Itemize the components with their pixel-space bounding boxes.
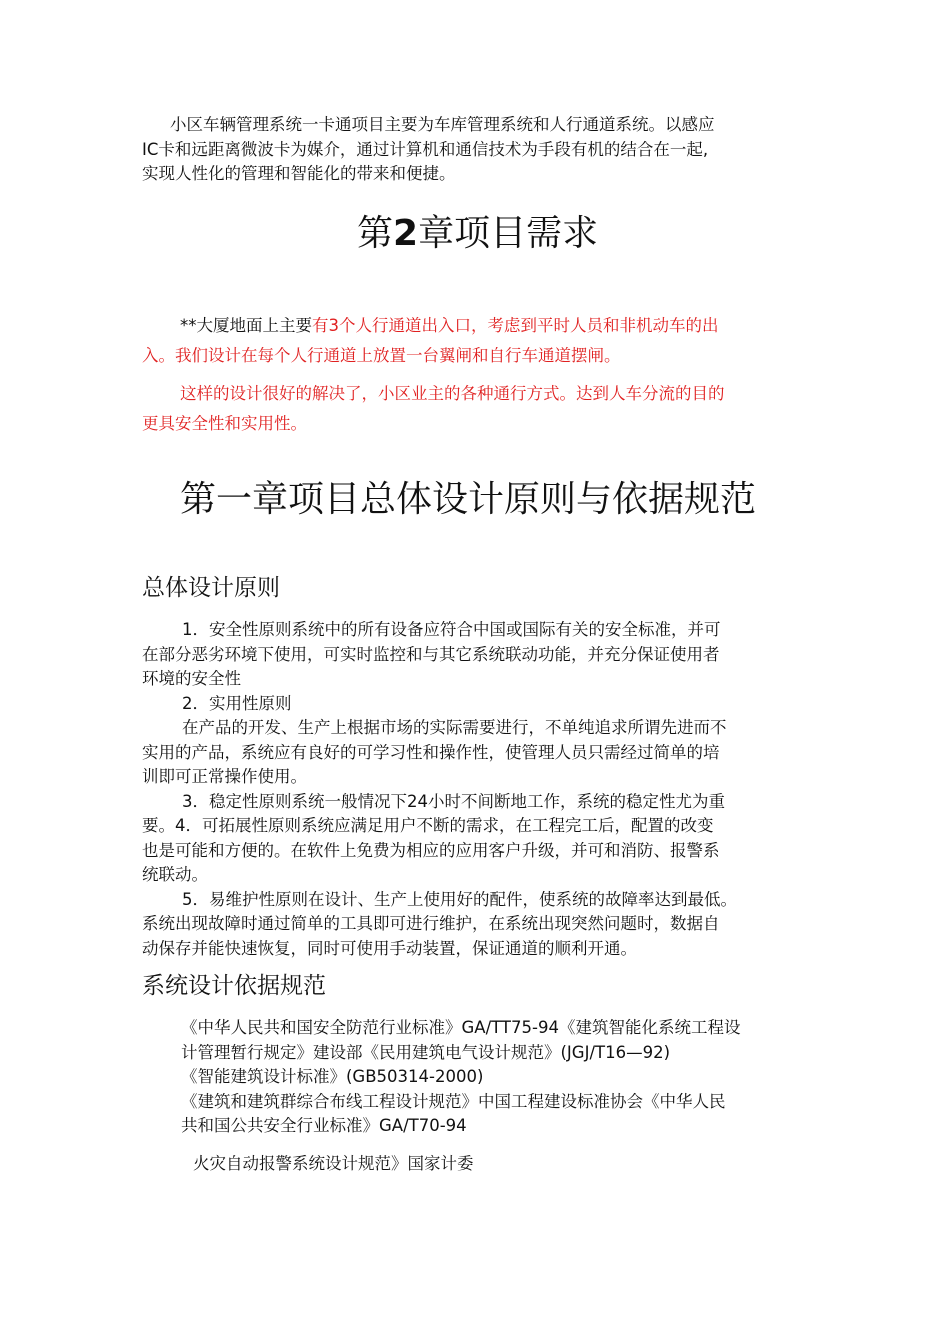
requirements-line-1-red: 有3个人行通道出入口，考虑到平时人员和非机动车的出 <box>312 316 719 335</box>
principle-2-line-1: 在产品的开发、生产上根据市场的实际需要进行，不单纯追求所谓先进而不 <box>182 718 727 737</box>
standard-line-1: 《中华人民共和国安全防范行业标准》GA/TT75-94《建筑智能化系统工程设 <box>181 1018 741 1037</box>
requirements-line-3: 这样的设计很好的解决了，小区业主的各种通行方式。达到人车分流的目的 <box>180 384 725 403</box>
intro-line-2: IC卡和远距离微波卡为媒介，通过计算机和通信技术为手段有机的结合在一起, <box>142 139 709 159</box>
requirements-line-4: 更具安全性和实用性。 <box>142 414 307 433</box>
principle-2-line-3: 训即可正常操作使用。 <box>142 767 307 786</box>
requirements-line-1-black: **大厦地面上主要 <box>180 316 312 335</box>
principle-5-line-3: 动保存并能快速恢复，同时可使用手动装置，保证通道的顺利开通。 <box>142 938 637 958</box>
principles-body <box>142 618 814 961</box>
principle-2-title: 2．实用性原则 <box>182 693 292 713</box>
principle-1-line-1: 1．安全性原则系统中的所有设备应符合中国或国际有关的安全标准，并可 <box>182 620 721 639</box>
principle-5-line-2: 系统出现故障时通过简单的工具即可进行维护，在系统出现突然问题时，数据自 <box>142 914 720 933</box>
chapter-1-heading: 第一章项目总体设计原则与依据规范 <box>180 479 757 520</box>
standard-line-2: 计管理暂行规定》建设部《民用建筑电气设计规范》(JGJ/T16—92) <box>181 1042 671 1062</box>
principle-1-line-3: 环境的安全性 <box>142 669 241 688</box>
chapter-2-number: 2 <box>393 213 419 254</box>
principle-2-line-2: 实用的产品，系统应有良好的可学习性和操作性，使管理人员只需经过简单的培 <box>142 742 720 762</box>
chapter-2-prefix: 第 <box>357 213 394 254</box>
standard-line-6: 火灾自动报警系统设计规范》国家计委 <box>193 1154 474 1173</box>
chapter-2-suffix: 章项目需求 <box>418 213 599 254</box>
standard-line-3: 《智能建筑设计标准》(GB50314-2000) <box>181 1067 484 1086</box>
requirements-line-1 <box>142 311 822 341</box>
requirements-line-2: 入。我们设计在每个人行通道上放置一台翼闸和自行车通道摆闸。 <box>142 346 621 365</box>
principle-5-line-1: 5．易维护性原则在设计、生产上使用好的配件，使系统的故障率达到最低。 <box>182 889 737 909</box>
chapter-2-heading <box>357 210 598 258</box>
standards-heading: 系统设计依据规范 <box>142 973 326 999</box>
principle-3-line-2: 要。4．可拓展性原则系统应满足用户不断的需求，在工程完工后，配置的改变 <box>142 816 714 835</box>
standard-line-4: 《建筑和建筑群综合布线工程设计规范》中国工程建设标准协会《中华人民 <box>181 1091 726 1111</box>
principle-1-line-2: 在部分恶劣环境下使用，可实时监控和与其它系统联动功能，并充分保证使用者 <box>142 644 720 664</box>
principle-3-line-1: 3．稳定性原则系统一般情况下24小时不间断地工作，系统的稳定性尤为重 <box>182 791 725 811</box>
intro-paragraph <box>142 113 814 187</box>
principle-3-line-3: 也是可能和方便的。在软件上免费为相应的应用客户升级，并可和消防、报警系 <box>142 840 720 860</box>
intro-line-1: 小区车辆管理系统一卡通项目主要为车库管理系统和人行通道系统。以感应 <box>170 115 715 134</box>
principle-3-line-4: 统联动。 <box>142 865 208 884</box>
requirements-paragraph <box>142 311 822 439</box>
standards-list <box>181 1016 815 1139</box>
principles-heading: 总体设计原则 <box>142 575 280 601</box>
intro-line-3: 实现人性化的管理和智能化的带来和便捷。 <box>142 164 456 183</box>
standard-line-5: 共和国公共安全行业标准》GA/T70-94 <box>181 1116 467 1135</box>
